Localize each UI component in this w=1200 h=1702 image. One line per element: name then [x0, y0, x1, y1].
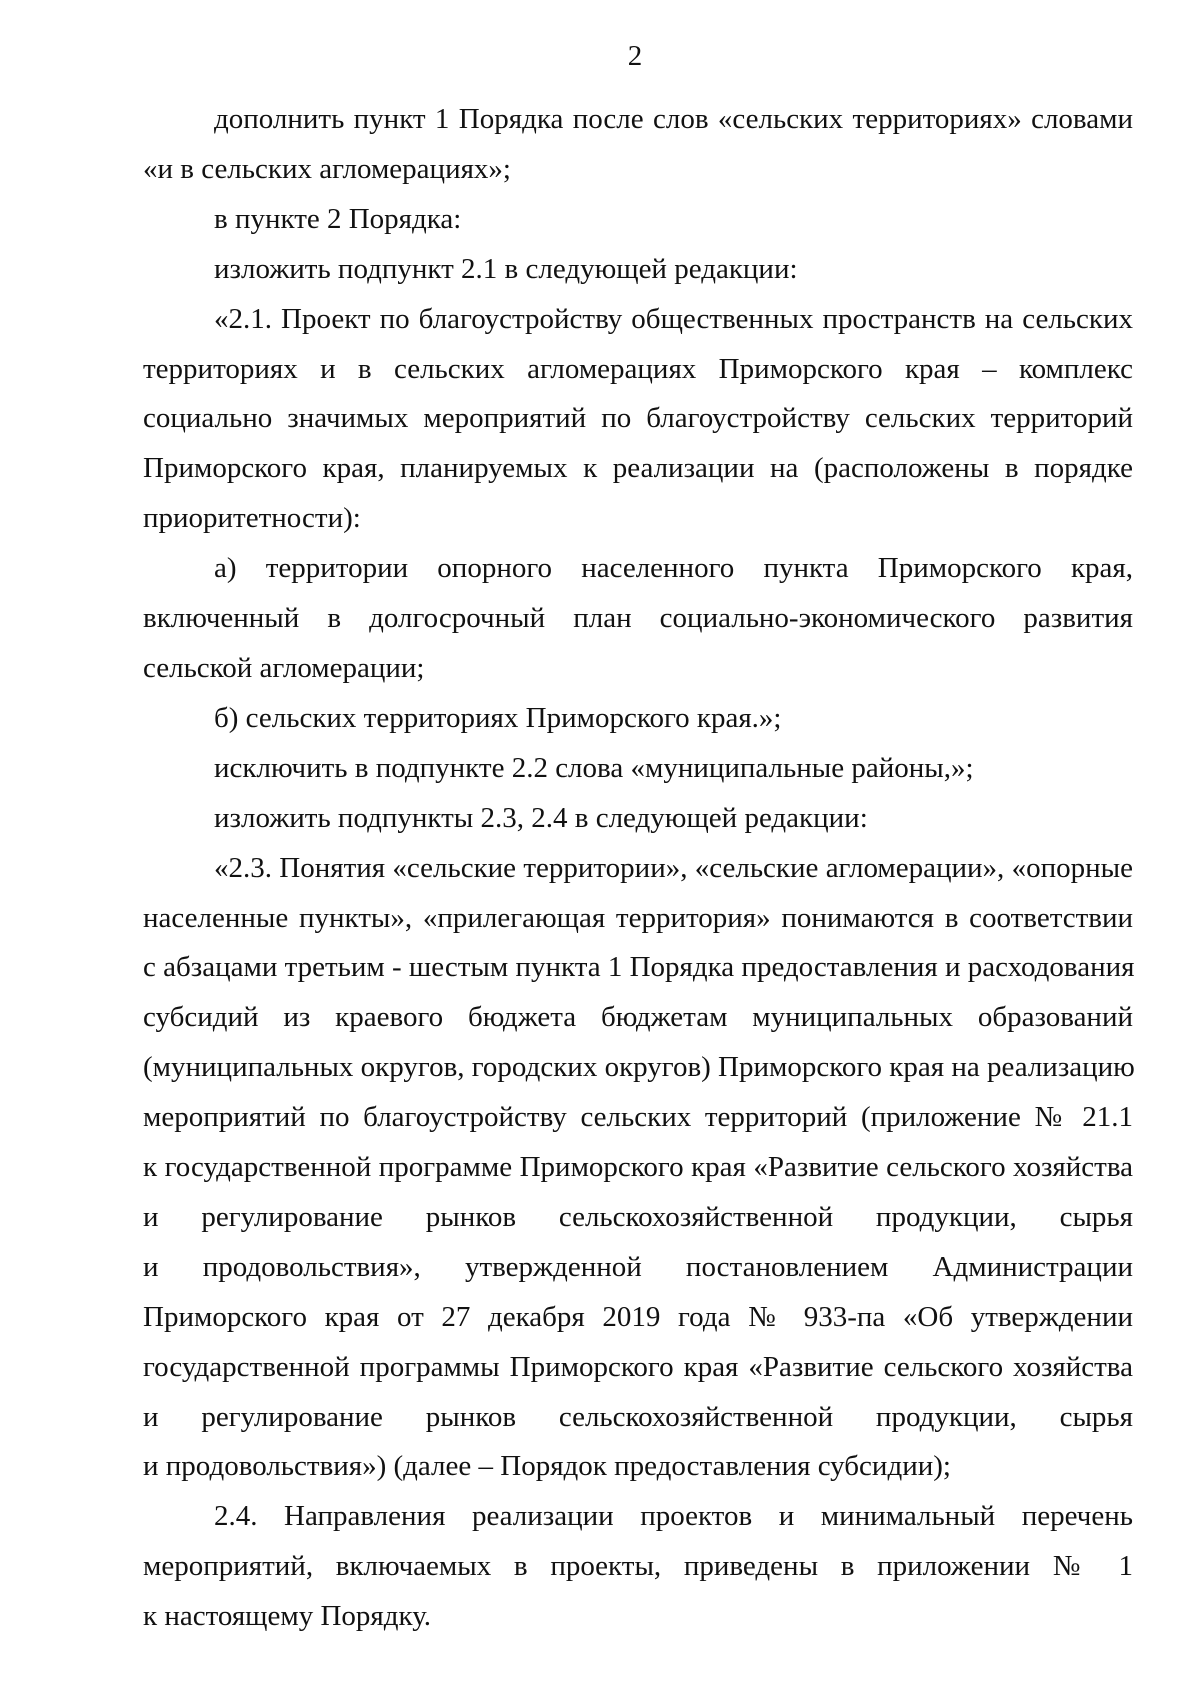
text-line: социально значимых мероприятий по благоустройству сельских территорий [143, 402, 1133, 435]
text-line: в пункте 2 Порядка: [214, 202, 462, 235]
paragraph-exclude-2-2 [143, 744, 1133, 794]
text-line: с абзацами третьим - шестым пункта 1 Порядка предоставления и расходования [143, 951, 1135, 984]
text-line: субсидий из краевого бюджета бюджетам муниципальных образований [143, 1001, 1133, 1034]
paragraph-subpoints-2-3-2-4-intro [143, 794, 1133, 844]
text-line: «2.1. Проект по благоустройству общественных пространств на сельских [214, 302, 1133, 335]
text-line: Приморского края, планируемых к реализации на (расположены в порядке [143, 452, 1133, 485]
text-line: государственной программы Приморского края «Развитие сельского хозяйства [143, 1350, 1133, 1383]
text-line: приоритетности): [143, 502, 361, 535]
text-line: и регулирование рынков сельскохозяйственной продукции, сырья [143, 1200, 1133, 1233]
paragraph-subpoint-2-4-text [143, 1492, 1133, 1642]
paragraph-item-a [143, 544, 1133, 694]
text-line: сельской агломерации; [143, 651, 425, 684]
paragraph-item-b [143, 694, 1133, 744]
document-body [143, 95, 1133, 1642]
paragraph-amend-point-1 [143, 95, 1133, 195]
text-line: (муниципальных округов, городских округов) Приморского края на реализацию [143, 1051, 1135, 1084]
text-line: дополнить пункт 1 Порядка после слов «сельских территориях» словами [214, 103, 1133, 135]
text-line: Приморского края от 27 декабря 2019 года № 933-па «Об утверждении [143, 1300, 1133, 1333]
text-line: включенный в долгосрочный план социально-экономического развития [143, 602, 1133, 635]
text-line: «и в сельских агломерациях»; [143, 152, 511, 185]
text-line: мероприятий по благоустройству сельских территорий (приложение № 21.1 [143, 1101, 1133, 1134]
text-line: 2.4. Направления реализации проектов и минимальный перечень [214, 1500, 1133, 1533]
text-line: изложить подпункт 2.1 в следующей редакции: [214, 252, 798, 285]
text-line: изложить подпункты 2.3, 2.4 в следующей редакции: [214, 801, 868, 834]
text-line: и регулирование рынков сельскохозяйственной продукции, сырья [143, 1400, 1133, 1433]
paragraph-subpoint-2-1-text [143, 295, 1133, 545]
text-line: «2.3. Понятия «сельские территории», «сельские агломерации», «опорные [214, 851, 1133, 884]
text-line: и продовольствия», утвержденной постановлением Администрации [143, 1250, 1133, 1283]
text-line: а) территории опорного населенного пункта Приморского края, [214, 552, 1133, 585]
text-line: мероприятий, включаемых в проекты, приведены в приложении № 1 [143, 1550, 1133, 1583]
paragraph-subpoint-2-1-intro [143, 245, 1133, 295]
paragraph-point-2-intro [143, 195, 1133, 245]
text-line: к настоящему Порядку. [143, 1600, 432, 1633]
text-line: к государственной программе Приморского края «Развитие сельского хозяйства [143, 1151, 1133, 1184]
text-line: исключить в подпункте 2.2 слова «муниципальные районы,»; [214, 751, 974, 784]
paragraph-subpoint-2-3-text [143, 844, 1133, 1493]
text-line: б) сельских территориях Приморского края.»; [214, 701, 782, 734]
text-line: территориях и в сельских агломерациях Приморского края – комплекс [143, 352, 1133, 385]
text-line: и продовольствия») (далее – Порядок предоставления субсидии); [143, 1450, 951, 1483]
text-line: населенные пункты», «прилегающая территория» понимаются в соответствии [143, 901, 1133, 934]
page-number: 2 [627, 40, 643, 72]
